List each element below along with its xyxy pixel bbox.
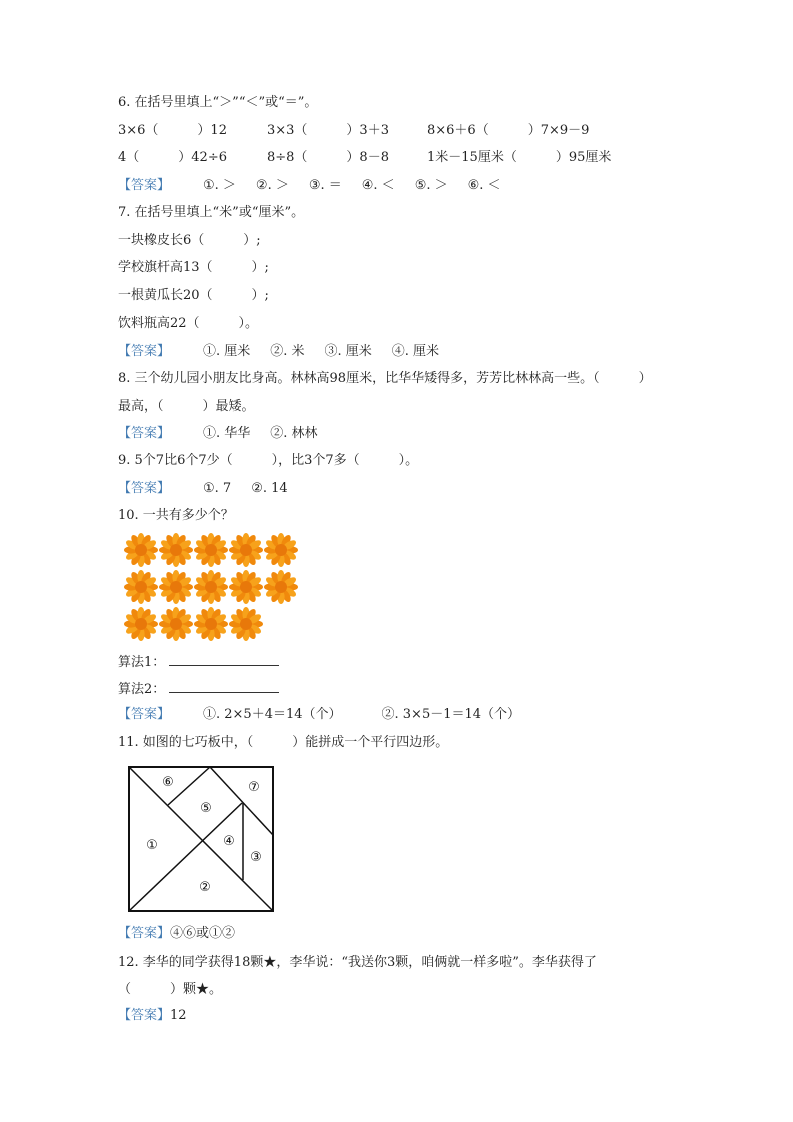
- q6-cell: 3×6（ ）12: [118, 123, 227, 138]
- answer-blank-line[interactable]: [169, 653, 279, 666]
- piece-label: ④: [223, 834, 235, 849]
- q6-cell: 1米－15厘米（ ）95厘米: [427, 150, 612, 165]
- q7-line: 饮料瓶高22（ ）。: [118, 316, 259, 331]
- q9-title: 9. 5个7比6个7少（ ），比3个7多（ ）。: [118, 453, 419, 468]
- answer-item: ②. 林林: [270, 426, 318, 441]
- answer-item: ①. 厘米: [203, 344, 251, 359]
- flower-icon: [159, 607, 193, 641]
- piece-label: ①: [146, 838, 158, 853]
- answer-label: 【答案】: [118, 344, 171, 359]
- answer-item: ④⑥或①②: [170, 926, 236, 941]
- q7-answer: [118, 343, 459, 361]
- q11-title: 11. 如图的七巧板中，（ ）能拼成一个平行四边形。: [118, 735, 449, 750]
- answer-item: ①. 华华: [203, 426, 251, 441]
- flowers-image: [123, 532, 308, 644]
- answer-item: ⑥. ＜: [467, 178, 501, 193]
- q12-line1: 12. 李华的同学获得18颗★，李华说：“我送你3颗，咱俩就一样多啦”。李华获得了: [118, 955, 597, 970]
- flower-icon: [194, 533, 228, 567]
- answer-label: 【答案】: [118, 707, 171, 722]
- q7-title: 7. 在括号里填上“米”或“厘米”。: [118, 205, 305, 220]
- flower-icon: [229, 533, 263, 567]
- q10-method2: [118, 680, 279, 699]
- answer-blank-line[interactable]: [169, 680, 279, 693]
- flower-icon: [229, 570, 263, 604]
- answer-item: ④. ＜: [361, 178, 395, 193]
- answer-item: ①. 2×5＋4＝14（个）: [203, 707, 342, 722]
- q11-answer: [118, 925, 235, 943]
- q6-cell: 3×3（ ）3＋3: [267, 123, 389, 138]
- answer-label: 【答案】: [118, 426, 171, 441]
- flower-icon: [124, 607, 158, 641]
- answer-item: ②. 14: [251, 481, 288, 496]
- flower-icon: [194, 570, 228, 604]
- q7-line: 一块橡皮长6（ ）;: [118, 233, 261, 248]
- answer-item: ④. 厘米: [391, 344, 440, 359]
- piece-label: ⑥: [162, 775, 174, 790]
- answer-label: 【答案】: [118, 481, 171, 496]
- answer-item: ①. ＞: [203, 178, 236, 193]
- flower-icon: [159, 570, 193, 604]
- q6-title: 6. 在括号里填上“＞”“＜”或“＝”。: [118, 95, 318, 110]
- q6-cell: 8÷8（ ）8－8: [267, 150, 389, 165]
- q6-row1: [118, 122, 605, 140]
- answer-item: ②. 米: [270, 344, 305, 359]
- flower-icon: [124, 533, 158, 567]
- q7-line: 学校旗杆高13（ ）;: [118, 260, 269, 275]
- q8-line1: 8. 三个幼儿园小朋友比身高。林林高98厘米，比华华矮得多，芳芳比林林高一些。（ ）: [118, 371, 652, 386]
- q8-answer: [118, 425, 338, 443]
- q6-row2: [118, 149, 627, 167]
- answer-item: ①. 7: [203, 481, 232, 496]
- answer-item: 12: [170, 1008, 187, 1023]
- flower-icon: [229, 607, 263, 641]
- flower-icon: [264, 533, 298, 567]
- piece-label: ⑦: [248, 780, 260, 795]
- tangram-line: [129, 803, 242, 911]
- answer-label: 【答案】: [118, 178, 171, 193]
- piece-label: ⑤: [200, 801, 212, 816]
- tangram-figure: [127, 765, 275, 913]
- q12-answer: [118, 1007, 187, 1025]
- answer-label: 【答案】: [118, 926, 171, 941]
- q6-answer: [118, 177, 521, 195]
- q10-title: 10. 一共有多少个？: [118, 508, 234, 523]
- q7-line: 一根黄瓜长20（ ）;: [118, 288, 269, 303]
- flower-icon: [159, 533, 193, 567]
- tangram-line: [168, 767, 210, 805]
- flower-icon: [194, 607, 228, 641]
- flower-icon: [264, 570, 298, 604]
- q6-cell: 8×6＋6（ ）7×9－9: [427, 123, 590, 138]
- answer-item: ③. ＝: [308, 178, 342, 193]
- piece-label: ②: [199, 880, 211, 895]
- answer-item: ②. 3×5－1＝14（个）: [381, 707, 521, 722]
- q12-line2: （ ）颗★。: [118, 982, 223, 997]
- q10-method1: [118, 653, 279, 672]
- method1-label: 算法1：: [118, 655, 166, 670]
- answer-item: ②. ＞: [255, 178, 289, 193]
- q8-line2: 最高，（ ）最矮。: [118, 399, 255, 414]
- method2-label: 算法2：: [118, 682, 166, 697]
- q10-answer: [118, 706, 540, 724]
- answer-item: ⑤. ＞: [414, 178, 448, 193]
- answer-item: ③. 厘米: [324, 344, 372, 359]
- answer-label: 【答案】: [118, 1008, 171, 1023]
- q6-cell: 4（ ）42÷6: [118, 150, 227, 165]
- flower-icon: [124, 570, 158, 604]
- q9-answer: [118, 480, 308, 498]
- piece-label: ③: [250, 850, 262, 865]
